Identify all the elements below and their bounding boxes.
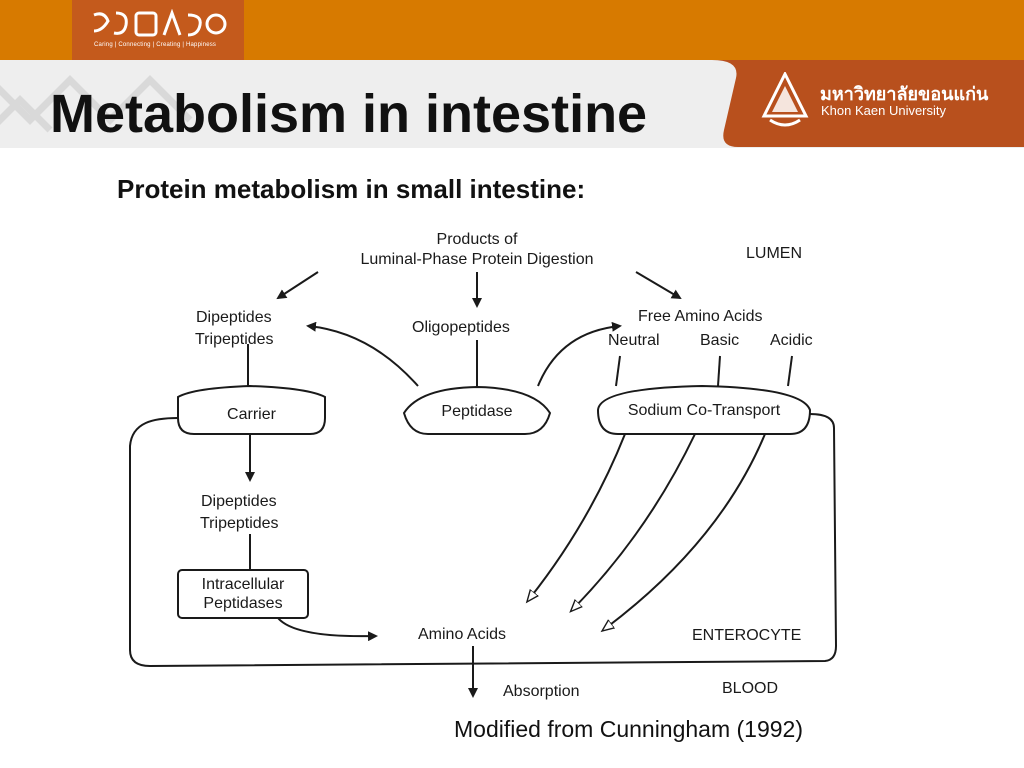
arrow-basic-transport bbox=[574, 434, 695, 608]
oligopeptides-label: Oligopeptides bbox=[412, 319, 510, 336]
sodium-cotransport-label: Sodium Co-Transport bbox=[627, 402, 781, 419]
basic-label: Basic bbox=[700, 332, 740, 349]
arrow-acidic-transport bbox=[606, 434, 765, 628]
brand-logo bbox=[72, 0, 244, 60]
tripeptides-lumen: Tripeptides bbox=[195, 331, 274, 348]
intracellular-label-line1: Intracellular bbox=[201, 576, 285, 593]
arrow-intracellular-to-amino-acids bbox=[278, 618, 376, 636]
amino-acids-label: Amino Acids bbox=[418, 626, 507, 643]
carrier-label: Carrier bbox=[227, 406, 276, 423]
university-name-english: Khon Kaen University bbox=[821, 103, 947, 118]
line-neutral-to-transport bbox=[616, 356, 620, 386]
slide-subtitle: Protein metabolism in small intestine: bbox=[117, 174, 586, 204]
tripeptides-enterocyte: Tripeptides bbox=[200, 515, 279, 532]
enterocyte-label: ENTEROCYTE bbox=[692, 627, 802, 644]
arrow-neutral-transport bbox=[530, 434, 625, 598]
dipeptides-lumen: Dipeptides bbox=[196, 309, 272, 326]
arrow-products-to-dipeptides bbox=[278, 272, 318, 298]
kku-emblem-icon bbox=[760, 72, 810, 130]
products-line1: Products of bbox=[436, 231, 518, 248]
peptidase-label: Peptidase bbox=[441, 403, 513, 420]
page-title: Metabolism in intestine bbox=[50, 84, 648, 144]
blood-label: BLOOD bbox=[722, 680, 779, 697]
arrow-peptidase-to-dipeptides bbox=[308, 326, 418, 386]
dipeptides-enterocyte: Dipeptides bbox=[201, 493, 277, 510]
logo-glyphs bbox=[90, 9, 230, 39]
university-name-thai: มหาวิทยาลัยขอนแก่น bbox=[820, 84, 989, 104]
neutral-label: Neutral bbox=[608, 332, 660, 349]
line-acidic-to-transport bbox=[788, 356, 792, 386]
protein-metabolism-diagram bbox=[120, 222, 840, 712]
arrow-products-to-free-amino-acids bbox=[636, 272, 680, 298]
logo-tagline: Caring | Connecting | Creating | Happiness bbox=[94, 42, 217, 48]
free-amino-acids-label: Free Amino Acids bbox=[638, 308, 763, 325]
acidic-label: Acidic bbox=[770, 332, 813, 349]
absorption-label: Absorption bbox=[503, 683, 580, 700]
lumen-label: LUMEN bbox=[746, 245, 803, 262]
figure-credit: Modified from Cunningham (1992) bbox=[454, 716, 804, 742]
intracellular-label-line2: Peptidases bbox=[203, 595, 283, 612]
products-line2: Luminal-Phase Protein Digestion bbox=[360, 251, 594, 268]
line-basic-to-transport bbox=[718, 356, 720, 386]
